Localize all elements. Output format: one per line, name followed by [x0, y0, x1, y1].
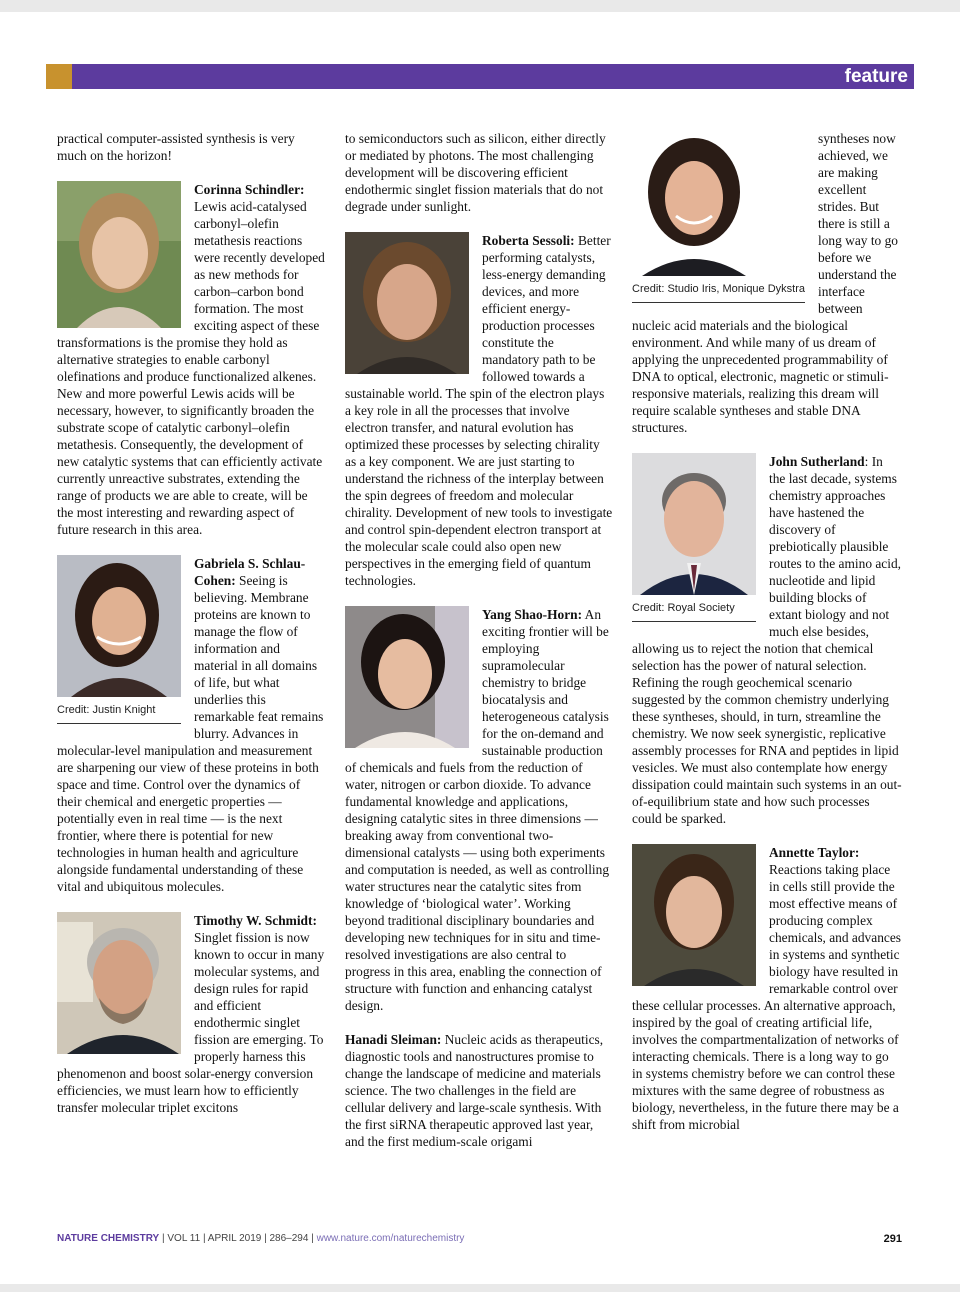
portrait-photo — [57, 181, 181, 328]
portrait-sessoli — [345, 232, 469, 374]
contributor-name: Hanadi Sleiman: — [345, 1032, 442, 1047]
photo-credit: Credit: Royal Society — [632, 600, 756, 622]
photo-credit: Credit: Justin Knight — [57, 702, 181, 724]
portrait-sutherland — [632, 453, 756, 622]
page-footer — [57, 1233, 902, 1244]
entry-sleiman — [345, 1031, 613, 1150]
portrait-schindler — [57, 181, 181, 328]
column-2 — [345, 130, 613, 1150]
portrait-photo — [632, 453, 756, 595]
page-number: 291 — [883, 1233, 902, 1245]
paragraph-continued: practical computer-assisted synthesis is very much on the horizon! — [57, 131, 295, 163]
contributor-name: Yang Shao-Horn: — [482, 607, 583, 622]
entry-text: : In the last decade, systems chemistry approaches have hastened the discovery of prebiotically plausible routes to the amino acid, nucleotide and lipid building blocks of extant biology and not much else besides, allowing us to reject the notion that chemical selection has the power of natural selection. Refining the rough geochemical scenario suggested by the common chemistry underlying these syntheses, should, in turn, streamline the chemistry. We now seek synergistic, replicative assembly processes for RNA and peptides in lipid vesicles. We must also contemplate how energy dissipation could maintain such systems in an out-of-equilibrium state and how such processes could be sparked. — [632, 454, 902, 826]
portrait-schmidt — [57, 912, 181, 1054]
contributor-name: Timothy W. Schmidt: — [194, 913, 317, 928]
header-accent-block — [46, 64, 72, 89]
portrait-photo — [632, 130, 805, 276]
section-label: feature — [844, 66, 908, 87]
paragraph-continued: to semiconductors such as silicon, either directly or mediated by photons. The most challenging development will be discovering efficient endothermic singlet fission materials that do not degrade under sunlight. — [345, 131, 606, 214]
paragraph-continued: syntheses now achieved, we are making excellent strides. But there is still a long way to go before we understand the interface between nucleic acid materials and the biological environment. And while many of us dream of applying the unprecedented programmability of DNA to optical, electronic, magnetic or stimuli-responsive materials, realizing this dream will require scalable syntheses and stable DNA structures. — [632, 131, 898, 435]
portrait-photo — [345, 232, 469, 374]
contributor-name: Annette Taylor: — [769, 845, 860, 860]
contributor-name: John Sutherland — [769, 454, 865, 469]
entry-text: Singlet fission is now known to occur in many molecular systems, and design rules for rapid and efficient endothermic singlet fission are emerging. To properly harness this phenomenon and boost solar-energy conversion efficiencies, we must learn how to efficiently transfer molecular triplet excitons — [57, 930, 325, 1115]
portrait-photo — [345, 606, 469, 748]
portrait-photo — [632, 844, 756, 986]
journal-url[interactable]: www.nature.com/naturechemistry — [316, 1233, 465, 1244]
contributor-name: Corinna Schindler: — [194, 182, 305, 197]
portrait-schlau-cohen — [57, 555, 181, 724]
journal-name: NATURE CHEMISTRY — [57, 1233, 160, 1244]
entry-text: Lewis acid-catalysed carbonyl–olefin metathesis reactions were recently developed as new methods for carbon–carbon bond formation. The most exciting aspect of these transformations is the promise they hold as alternative strategies to enable carbonyl olefinations and produce functionalized alkenes. New and more powerful Lewis acids will be necessary, however, to significantly broaden the substrate scope of catalytic carbonyl–olefin metathesis. Consequently, the development of new catalytic systems that can efficiently activate currently unreactive substrates, extending the range of products we are able to create, will be the most interesting and rewarding aspect of future research in this area. — [57, 199, 325, 537]
portrait-photo — [57, 912, 181, 1054]
entry-text: Nucleic acids as therapeutics, diagnostic tools and nanostructures promise to change the landscape of medicine and materials science. The two challenges in the field are cellular delivery and large-scale synthesis. With the first siRNA therapeutic approved last year, and the first medium-scale origami — [345, 1032, 604, 1149]
entry-text: Better performing catalysts, less-energy demanding devices, and more efficient energy-production processes constitute the mandatory path to be followed towards a sustainable world. The spin of the electron plays a key role in all the processes that involve electron transfer, and natural evolution has optimized these processes by selecting chirality as a key component. We are just starting to understand the richness of the interplay between the spin degrees of freedom and molecular chirality. Development of new tools to investigate and control spin-dependent electron transport at the molecular scale could also open new perspectives in the emerging field of quantum technologies. — [345, 233, 613, 588]
portrait-shao-horn — [345, 606, 469, 748]
contributor-name: Gabriela S. Schlau-Cohen: — [194, 556, 306, 588]
contributor-name: Roberta Sessoli: — [482, 233, 575, 248]
entry-text: An exciting frontier will be employing supramolecular chemistry to bridge biocatalysis and heterogeneous catalysis for the on-demand and sustainable production of chemicals and fuels from the reduction of water, nitrogen or carbon dioxide. To advance fundamental knowledge and applications, designing catalytic sites in three dimensions — breaking away from conventional two-dimensional catalysts — using both experiments and computation is needed, as well as controlling water structures near the catalytic sites from knowledge of ‘biological water’. Working beyond traditional disciplinary boundaries and developing new techniques for in situ and time-resolved investigations are also central to progress in this area, enabling the connection of structure with function and enhancing catalyst design. — [345, 607, 610, 1013]
portrait-sleiman — [632, 130, 805, 303]
issue-details: | VOL 11 | APRIL 2019 | 286–294 | — [159, 1233, 317, 1244]
entry-text: Reactions taking place in cells still provide the most effective means of producing complex chemicals, and advances in systems and synthetic biology have resulted in remarkable control over these cellular processes. An alternative approach, inspired by the goal of creating artificial life, involves the compartmentalization of networks of interacting chemicals. There is a long way to go in systems chemistry before we can control these mixtures with the same degree of robustness as biology, nevertheless, in the future there may be a shift from microbial — [632, 862, 901, 1132]
entry-text: Seeing is believing. Membrane proteins are known to manage the flow of information and material in all domains of life, but what underlies this remarkable feat remains blurry. Advances in molecular-level manipulation and measurement are sharpening our view of these proteins in both space and time. Control over the dynamics of their chemical and energetic properties — potentially even in real time — is the next frontier, where there is potential for new technologies in human health and agriculture alongside fundamental understanding of these vital and ubiquitous molecules. — [57, 573, 324, 894]
photo-credit: Credit: Studio Iris, Monique Dykstra — [632, 281, 805, 303]
column-1 — [57, 130, 327, 1116]
portrait-photo — [57, 555, 181, 697]
column-3 — [632, 130, 902, 1133]
header-bar — [72, 64, 914, 89]
portrait-taylor — [632, 844, 756, 986]
